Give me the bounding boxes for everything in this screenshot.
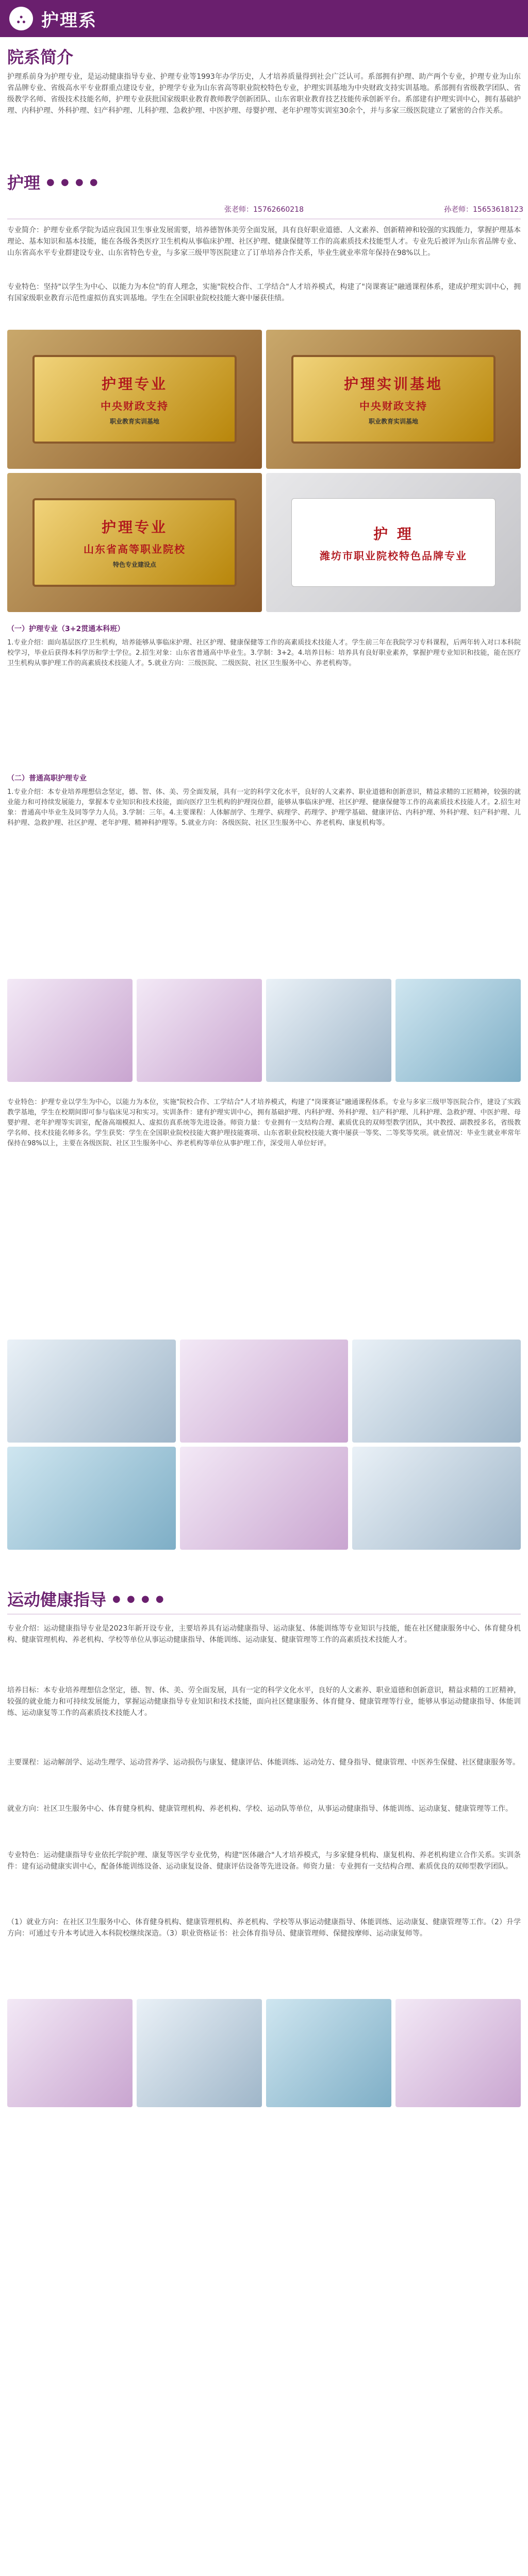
- contact-info: [224, 204, 523, 214]
- facility-photo: [352, 1447, 521, 1550]
- header-banner: [0, 0, 528, 37]
- nursing-heading: [7, 170, 100, 194]
- plaque-line: 护理专业: [101, 376, 168, 393]
- training-photo: [395, 979, 521, 1082]
- school-logo-icon: ⛬: [9, 7, 33, 30]
- sports-gallery: [7, 1999, 521, 2107]
- nursing-heading-text: 护理: [7, 173, 41, 193]
- sports-intro: 专业介绍：运动健康指导专业是2023年新开设专业，主要培养具有运动健康指导、运动康复、体能训练等专业知识与技能，能在社区健康服务中心、体育健身机构、健康管理机构、养老机构、学校等单位从事运动健康指导、体能训练、运动康复、健康管理等工作的高素质技术技能人才。: [7, 1624, 521, 1644]
- heading-dots: ● ● ● ●: [46, 176, 100, 188]
- sports-goal: 培养目标：本专业培养理想信念坚定，德、智、体、美、劳全面发展，具有一定的科学文化水平，良好的人文素养、职业道德和创新意识，精益求精的工匠精神，较强的就业能力和可持续发展能力，掌握运动健康指导专业知识和技术技能，面向社区健康服务、体育健身、健康管理等行业，能够从事运动健康指导、体能训练、运动康复等工作的高素质技术技能人才。: [7, 1686, 521, 1717]
- plaque-photo: [7, 473, 262, 612]
- plaque-photo: [266, 473, 521, 612]
- plaque-line: 潍坊市职业院校特色品牌专业: [320, 549, 467, 562]
- training-gallery: [7, 979, 521, 1082]
- subprogram-1-title: （一）护理专业（3+2贯通本科班）: [7, 625, 125, 633]
- intro-heading: [7, 44, 73, 68]
- subprogram-2-title: （二）普通高职护理专业: [7, 774, 87, 783]
- sports-heading: [7, 1587, 166, 1611]
- plaque-line: 护理实训基地: [343, 376, 443, 393]
- sports-heading-text: 运动健康指导: [7, 1590, 107, 1609]
- sports-photo: [137, 1999, 262, 2107]
- facility-photo: [180, 1340, 349, 1443]
- plaque-line: 中央财政支持: [101, 400, 169, 412]
- facility-photo: [7, 1447, 176, 1550]
- subprogram-2-text: 1.专业介绍：本专业培养理想信念坚定，德、智、体、美、劳全面发展，具有一定的科学文化水平，良好的人文素养、职业道德和创新意识，精益求精的工匠精神，较强的就业能力和可持续发展能力，掌握本专业知识和技术技能，面向医疗卫生机构的护理岗位群，能够从事临床护理、社区护理、健康保健等工作的高素质技术技能人才。2.招生对象：普通高中毕业生及同等学力人员。3.学制：三年。4.主要课程：人体解剖学、生理学、病理学、药理学、护理学基础、健康评估、内科护理、外科护理、妇产科护理、儿科护理、急救护理、社区护理、老年护理、精神科护理等。5.就业方向：各级医院、社区卫生服务中心、养老机构、康复机构等。: [7, 788, 521, 827]
- plaque-line: 山东省高等职业院校: [84, 543, 186, 555]
- plaque-line: 特色专业建设点: [112, 561, 156, 568]
- plaque-line: 职业教育实训基地: [368, 418, 418, 425]
- nursing-feature: 专业特色：坚持"以学生为中心、以能力为本位"的育人理念，实施"院校合作、工学结合"人才培养模式，构建了"岗课赛证"融通课程体系，建成护理实训中心，拥有国家级职业教育示范性虚拟仿真实训基地。学生在全国职业院校技能大赛中屡获佳绩。: [7, 283, 521, 302]
- sports-jobs: 就业方向：社区卫生服务中心、体育健身机构、健康管理机构、养老机构、学校、运动队等单位，从事运动健康指导、体能训练、运动康复、健康管理等工作。: [7, 1805, 513, 1813]
- sports-photo: [7, 1999, 133, 2107]
- plaque-photo: [266, 330, 521, 469]
- sports-courses: 主要课程：运动解剖学、运动生理学、运动营养学、运动损伤与康复、健康评估、体能训练、运动处方、健身指导、健康管理、中医养生保健、社区健康服务等。: [7, 1758, 520, 1767]
- plaque-line: 护理专业: [101, 519, 168, 536]
- facility-gallery: [7, 1340, 521, 1550]
- facility-photo: [180, 1447, 349, 1550]
- divider: [7, 1614, 521, 1615]
- heading-dots: ● ● ● ●: [112, 1593, 166, 1604]
- training-photo: [7, 979, 133, 1082]
- facility-photo: [7, 1340, 176, 1443]
- training-photo: [137, 979, 262, 1082]
- sports-feature: 专业特色：运动健康指导专业依托学院护理、康复等医学专业优势，构建"医体融合"人才培养模式，与多家健身机构、康复机构、养老机构建立合作关系。实训条件：建有运动健康实训中心，配备体能训练设备、运动康复设备、健康评估设备等先进设备。师资力量：专业拥有一支结构合理、素质优良的双师型教学团队。: [7, 1851, 521, 1871]
- page-title: 护理系: [41, 10, 97, 31]
- subprogram-1-text: 1.专业介绍：面向基层医疗卫生机构，培养能够从事临床护理、社区护理、健康保健等工作的高素质技术技能人才。学生前三年在我院学习专科课程，后两年转入对口本科院校学习，毕业后获得本科学历和学士学位。2.招生对象：山东省普通高中毕业生。3.学制：3+2。4.培养目标：培养具有良好职业素养，掌握护理专业知识和技能，能在医疗卫生机构从事护理工作的高素质技术技能人才。5.就业方向：三级医院、二级医院、社区卫生服务中心、养老机构等。: [7, 639, 521, 667]
- divider: [7, 218, 521, 219]
- plaque-line: 护 理: [373, 525, 414, 543]
- sports-career: （1）就业方向：在社区卫生服务中心、体育健身机构、健康管理机构、养老机构、学校等从事运动健康指导、体能训练、运动康复、健康管理等工作。（2）升学方向：可通过专升本考试进入本科院校继续深造。（3）职业资格证书：社会体育指导员、健康管理师、保健按摩师、运动康复师等。: [7, 1918, 521, 1938]
- sports-photo: [266, 1999, 391, 2107]
- contact-phone-2: 孙老师：15653618123: [444, 206, 523, 214]
- intro-text: 护理系前身为护理专业，是运动健康指导专业、护理专业等1993年办学历史，人才培养质量得到社会广泛认可。系部拥有护理、助产两个专业，护理专业为山东省品牌专业、省级高水平专业群重点建设专业，护理学专业为山东省高等职业院校特色专业，护理实训基地为中央财政支持实训基地。系部拥有省级教学团队、省级教学名师、省级技术技能名师，护理专业获批国家级职业教育教师教学创新团队、山东省职业教育技艺技能传承创新平台。系部建有护理实训中心，拥有基础护理、内科护理、外科护理、妇产科护理、儿科护理、急救护理、中医护理、母婴护理、老年护理等实训室30余个，并与多家三级医院建立了紧密的合作关系。: [7, 73, 521, 115]
- facility-photo: [352, 1340, 521, 1443]
- sports-photo: [395, 1999, 521, 2107]
- nursing-intro: 专业简介：护理专业系学院为适应我国卫生事业发展需要，培养德智体美劳全面发展，具有良好职业道德、人文素养、创新精神和较强的实践能力，掌握护理基本理论、基本知识和基本技能，能在各级各类医疗卫生机构从事临床护理、社区护理、健康保健等工作的高素质技术技能型人才。专业先后被评为山东省品牌专业、山东省高水平专业群建设专业、山东省特色专业，与多家三级甲等医院建立了订单培养合作关系，毕业生就业率常年保持在98%以上。: [7, 226, 521, 257]
- plaque-photo: [7, 330, 262, 469]
- plaque-line: 职业教育实训基地: [109, 418, 159, 425]
- nursing-detail-text: 专业特色：护理专业以学生为中心，以能力为本位，实施"院校合作、工学结合"人才培养模式，构建了"岗课赛证"融通课程体系。专业与多家三级甲等医院合作，建设了实践教学基地，学生在校期间即可参与临床见习和实习。实训条件：建有护理实训中心，拥有基础护理、内科护理、外科护理、妇产科护理、儿科护理、急救护理、中医护理、母婴护理、老年护理等实训室，配备高端模拟人、虚拟仿真系统等先进设备。师资力量：专业拥有一支结构合理、素质优良的双师型教学团队，其中教授、副教授多名，省级教学名师、技术技能名师多名。学生获奖：学生在全国职业院校技能大赛护理技能赛项、山东省职业院校技能大赛中屡获一等奖、二等奖等奖项。就业情况：毕业生就业率常年保持在98%以上，主要在各级医院、社区卫生服务中心、养老机构等单位从事护理工作，深受用人单位好评。: [7, 1098, 521, 1147]
- contact-phone-1: 张老师：15762660218: [224, 206, 304, 214]
- training-photo: [266, 979, 391, 1082]
- plaque-gallery: [7, 330, 521, 612]
- intro-heading-text: 院系简介: [7, 47, 74, 67]
- plaque-line: 中央财政支持: [359, 400, 427, 412]
